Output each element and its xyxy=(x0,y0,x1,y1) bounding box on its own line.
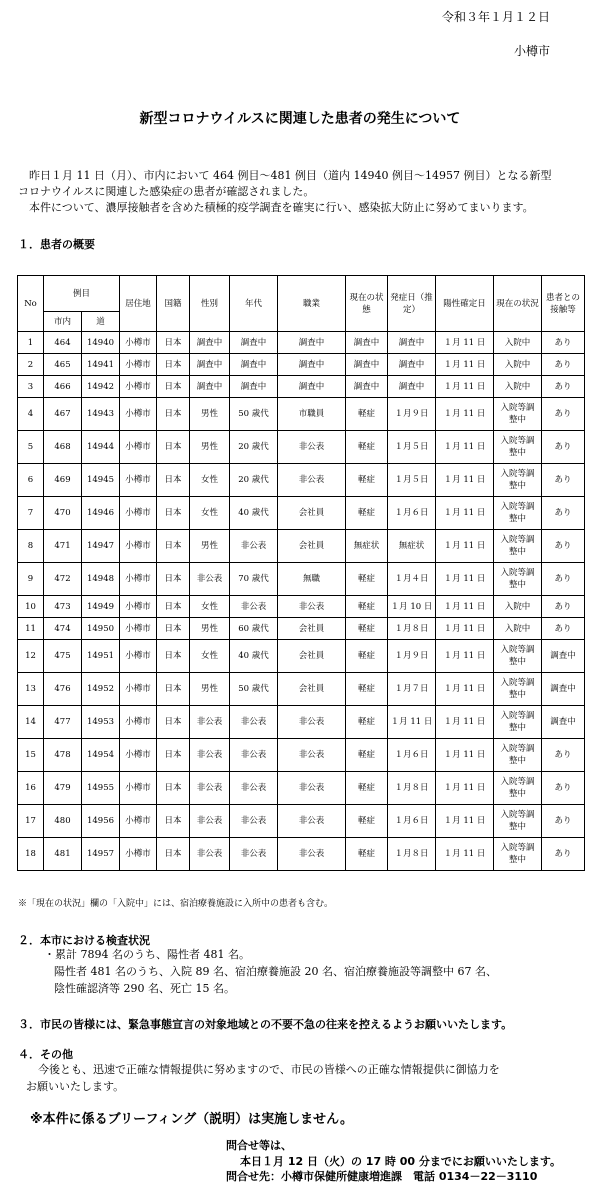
onset-date: １月６日 xyxy=(388,497,436,530)
row-no: 17 xyxy=(18,805,44,838)
condition: 軽症 xyxy=(346,596,388,618)
current-status: 入院中 xyxy=(494,376,542,398)
hokkaido-case-no: 14953 xyxy=(82,706,120,739)
intro-line-2: コロナウイルスに関連した感染症の患者が確認されました。 xyxy=(18,185,315,198)
confirmed-date: １月 11 日 xyxy=(436,530,494,563)
condition: 軽症 xyxy=(346,673,388,706)
header-city-case: 市内 xyxy=(44,312,82,332)
header-contact: 患者との接触等 xyxy=(542,276,585,332)
sex: 男性 xyxy=(190,431,230,464)
row-no: 6 xyxy=(18,464,44,497)
confirmed-date: １月 11 日 xyxy=(436,739,494,772)
occupation: 非公表 xyxy=(278,596,346,618)
current-status: 入院等調整中 xyxy=(494,530,542,563)
sex: 調査中 xyxy=(190,376,230,398)
hokkaido-case-no: 14947 xyxy=(82,530,120,563)
hokkaido-case-no: 14951 xyxy=(82,640,120,673)
city-case-no: 469 xyxy=(44,464,82,497)
age: 非公表 xyxy=(230,739,278,772)
confirmed-date: １月 11 日 xyxy=(436,354,494,376)
onset-date: １月６日 xyxy=(388,739,436,772)
table-row xyxy=(18,332,585,354)
row-no: 1 xyxy=(18,332,44,354)
document-title: 新型コロナウイルスに関連した患者の発生について xyxy=(139,111,461,127)
sex: 女性 xyxy=(190,596,230,618)
section-4-heading: ４．その他 xyxy=(18,1048,73,1061)
confirmed-date: １月 11 日 xyxy=(436,838,494,871)
condition: 軽症 xyxy=(346,772,388,805)
onset-date: １月９日 xyxy=(388,398,436,431)
condition: 軽症 xyxy=(346,563,388,596)
hokkaido-case-no: 14949 xyxy=(82,596,120,618)
residence: 小樽市 xyxy=(120,431,157,464)
hokkaido-case-no: 14954 xyxy=(82,739,120,772)
nationality: 日本 xyxy=(157,376,190,398)
contact-status: あり xyxy=(542,596,585,618)
table-row xyxy=(18,618,585,640)
residence: 小樽市 xyxy=(120,618,157,640)
nationality: 日本 xyxy=(157,464,190,497)
confirmed-date: １月 11 日 xyxy=(436,805,494,838)
contact-status: あり xyxy=(542,838,585,871)
condition: 調査中 xyxy=(346,332,388,354)
residence: 小樽市 xyxy=(120,563,157,596)
section-2-heading: ２．本市における検査状況 xyxy=(18,934,150,947)
confirmed-date: １月 11 日 xyxy=(436,640,494,673)
hokkaido-case-no: 14946 xyxy=(82,497,120,530)
row-no: 15 xyxy=(18,739,44,772)
section-4-line-1: 今後とも、迅速で正確な情報提供に努めますので、市民の皆様への正確な情報提供に御協力を xyxy=(38,1063,500,1076)
occupation: 会社員 xyxy=(278,618,346,640)
table-row xyxy=(18,431,585,464)
condition: 軽症 xyxy=(346,398,388,431)
current-status: 入院等調整中 xyxy=(494,739,542,772)
occupation: 非公表 xyxy=(278,706,346,739)
nationality: 日本 xyxy=(157,706,190,739)
age: 60 歳代 xyxy=(230,618,278,640)
confirmed-date: １月 11 日 xyxy=(436,497,494,530)
contact-status: あり xyxy=(542,739,585,772)
condition: 軽症 xyxy=(346,838,388,871)
row-no: 13 xyxy=(18,673,44,706)
hokkaido-case-no: 14944 xyxy=(82,431,120,464)
residence: 小樽市 xyxy=(120,739,157,772)
current-status: 入院等調整中 xyxy=(494,838,542,871)
confirmed-date: １月 11 日 xyxy=(436,673,494,706)
occupation: 非公表 xyxy=(278,464,346,497)
onset-date: １月 10 日 xyxy=(388,596,436,618)
age: 非公表 xyxy=(230,530,278,563)
onset-date: １月９日 xyxy=(388,640,436,673)
city-case-no: 473 xyxy=(44,596,82,618)
onset-date: １月５日 xyxy=(388,431,436,464)
contact-line-3: 問合せ先：小樽市保健所健康増進課 電話 0134－22－3110 xyxy=(226,1170,538,1183)
residence: 小樽市 xyxy=(120,530,157,563)
nationality: 日本 xyxy=(157,354,190,376)
sex: 女性 xyxy=(190,640,230,673)
city-case-no: 477 xyxy=(44,706,82,739)
header-age: 年代 xyxy=(230,276,278,332)
table-row xyxy=(18,739,585,772)
current-status: 入院等調整中 xyxy=(494,706,542,739)
age: 70 歳代 xyxy=(230,563,278,596)
nationality: 日本 xyxy=(157,739,190,772)
confirmed-date: １月 11 日 xyxy=(436,431,494,464)
contact-status: あり xyxy=(542,530,585,563)
current-status: 入院等調整中 xyxy=(494,673,542,706)
hokkaido-case-no: 14952 xyxy=(82,673,120,706)
confirmed-date: １月 11 日 xyxy=(436,563,494,596)
onset-date: １月５日 xyxy=(388,464,436,497)
age: 非公表 xyxy=(230,772,278,805)
sex: 調査中 xyxy=(190,332,230,354)
condition: 軽症 xyxy=(346,640,388,673)
occupation: 無職 xyxy=(278,563,346,596)
residence: 小樽市 xyxy=(120,805,157,838)
residence: 小樽市 xyxy=(120,596,157,618)
header-case: 例目 xyxy=(44,276,120,312)
residence: 小樽市 xyxy=(120,640,157,673)
briefing-notice: ※本件に係るブリーフィング（説明）は実施しません。 xyxy=(30,1112,353,1127)
current-status: 入院等調整中 xyxy=(494,772,542,805)
table-row xyxy=(18,640,585,673)
condition: 軽症 xyxy=(346,805,388,838)
contact-status: あり xyxy=(542,772,585,805)
sex: 男性 xyxy=(190,618,230,640)
section-2-line-1: ・累計 7894 名のうち、陽性者 481 名。 xyxy=(44,948,250,961)
occupation: 非公表 xyxy=(278,805,346,838)
contact-status: あり xyxy=(542,376,585,398)
occupation: 会社員 xyxy=(278,673,346,706)
sex: 男性 xyxy=(190,398,230,431)
city-case-no: 468 xyxy=(44,431,82,464)
header-residence: 居住地 xyxy=(120,276,157,332)
sex: 女性 xyxy=(190,497,230,530)
age: 40 歳代 xyxy=(230,497,278,530)
residence: 小樽市 xyxy=(120,376,157,398)
onset-date: 調査中 xyxy=(388,332,436,354)
current-status: 入院中 xyxy=(494,618,542,640)
current-status: 入院中 xyxy=(494,332,542,354)
sex: 男性 xyxy=(190,530,230,563)
current-status: 入院等調整中 xyxy=(494,464,542,497)
confirmed-date: １月 11 日 xyxy=(436,596,494,618)
condition: 軽症 xyxy=(346,431,388,464)
row-no: 11 xyxy=(18,618,44,640)
contact-status: あり xyxy=(542,354,585,376)
table-row xyxy=(18,596,585,618)
onset-date: １月８日 xyxy=(388,772,436,805)
age: 非公表 xyxy=(230,706,278,739)
condition: 無症状 xyxy=(346,530,388,563)
row-no: 10 xyxy=(18,596,44,618)
residence: 小樽市 xyxy=(120,497,157,530)
city-case-no: 479 xyxy=(44,772,82,805)
condition: 軽症 xyxy=(346,618,388,640)
hokkaido-case-no: 14940 xyxy=(82,332,120,354)
age: 50 歳代 xyxy=(230,673,278,706)
occupation: 非公表 xyxy=(278,838,346,871)
row-no: 5 xyxy=(18,431,44,464)
row-no: 2 xyxy=(18,354,44,376)
table-row xyxy=(18,464,585,497)
city-case-no: 478 xyxy=(44,739,82,772)
row-no: 3 xyxy=(18,376,44,398)
nationality: 日本 xyxy=(157,596,190,618)
current-status: 入院等調整中 xyxy=(494,805,542,838)
contact-line-1: 問合せ等は、 xyxy=(226,1139,292,1152)
contact-status: あり xyxy=(542,464,585,497)
hokkaido-case-no: 14945 xyxy=(82,464,120,497)
row-no: 8 xyxy=(18,530,44,563)
city-case-no: 472 xyxy=(44,563,82,596)
onset-date: １月７日 xyxy=(388,673,436,706)
section-4-body xyxy=(26,1061,566,1095)
contact-status: あり xyxy=(542,805,585,838)
onset-date: １月８日 xyxy=(388,618,436,640)
residence: 小樽市 xyxy=(120,464,157,497)
current-status: 入院中 xyxy=(494,596,542,618)
residence: 小樽市 xyxy=(120,398,157,431)
table-row xyxy=(18,530,585,563)
current-status: 入院等調整中 xyxy=(494,497,542,530)
issuing-organization: 小樽市 xyxy=(513,44,550,58)
contact-status: 調査中 xyxy=(542,706,585,739)
age: 非公表 xyxy=(230,805,278,838)
table-note: ※「現在の状況」欄の「入院中」には、宿泊療養施設に入所中の患者も含む。 xyxy=(18,899,334,909)
nationality: 日本 xyxy=(157,673,190,706)
onset-date: 調査中 xyxy=(388,354,436,376)
nationality: 日本 xyxy=(157,618,190,640)
current-status: 入院等調整中 xyxy=(494,563,542,596)
condition: 軽症 xyxy=(346,706,388,739)
age: 40 歳代 xyxy=(230,640,278,673)
hokkaido-case-no: 14941 xyxy=(82,354,120,376)
city-case-no: 467 xyxy=(44,398,82,431)
residence: 小樽市 xyxy=(120,354,157,376)
sex: 非公表 xyxy=(190,563,230,596)
nationality: 日本 xyxy=(157,398,190,431)
occupation: 調査中 xyxy=(278,354,346,376)
condition: 軽症 xyxy=(346,464,388,497)
condition: 調査中 xyxy=(346,376,388,398)
city-case-no: 476 xyxy=(44,673,82,706)
occupation: 会社員 xyxy=(278,640,346,673)
section-1-heading: １．患者の概要 xyxy=(18,238,95,251)
table-row xyxy=(18,354,585,376)
confirmed-date: １月 11 日 xyxy=(436,376,494,398)
section-3-heading: ３．市民の皆様には、緊急事態宣言の対象地域との不要不急の往来を控えるようお願いいたします。 xyxy=(18,1018,513,1031)
current-status: 入院等調整中 xyxy=(494,431,542,464)
document-date: 令和３年１月１２日 xyxy=(441,10,550,24)
onset-date: １月６日 xyxy=(388,805,436,838)
table-row xyxy=(18,838,585,871)
header-hokkaido-case: 道 xyxy=(82,312,120,332)
table-row xyxy=(18,398,585,431)
row-no: 9 xyxy=(18,563,44,596)
contact-status: 調査中 xyxy=(542,640,585,673)
age: 非公表 xyxy=(230,596,278,618)
nationality: 日本 xyxy=(157,805,190,838)
condition: 軽症 xyxy=(346,497,388,530)
condition: 軽症 xyxy=(346,739,388,772)
section-2-line-2: 陽性者 481 名のうち、入院 89 名、宿泊療養施設 20 名、宿泊療養施設等調整中 67 名、 xyxy=(54,965,497,978)
occupation: 調査中 xyxy=(278,376,346,398)
intro-line-3: 本件について、濃厚接触者を含めた積極的疫学調査を確実に行い、感染拡大防止に努めてまいります。 xyxy=(29,201,534,214)
current-status: 入院等調整中 xyxy=(494,398,542,431)
contact-status: あり xyxy=(542,497,585,530)
age: 調査中 xyxy=(230,354,278,376)
contact-status: あり xyxy=(542,618,585,640)
row-no: 14 xyxy=(18,706,44,739)
residence: 小樽市 xyxy=(120,838,157,871)
age: 20 歳代 xyxy=(230,464,278,497)
patient-table xyxy=(17,275,585,871)
contact-status: あり xyxy=(542,332,585,354)
residence: 小樽市 xyxy=(120,673,157,706)
onset-date: 調査中 xyxy=(388,376,436,398)
sex: 非公表 xyxy=(190,805,230,838)
city-case-no: 475 xyxy=(44,640,82,673)
hokkaido-case-no: 14942 xyxy=(82,376,120,398)
confirmed-date: １月 11 日 xyxy=(436,772,494,805)
city-case-no: 471 xyxy=(44,530,82,563)
onset-date: １月 11 日 xyxy=(388,706,436,739)
section-2-body xyxy=(44,946,497,997)
sex: 非公表 xyxy=(190,772,230,805)
contact-status: あり xyxy=(542,398,585,431)
sex: 非公表 xyxy=(190,706,230,739)
age: 非公表 xyxy=(230,838,278,871)
nationality: 日本 xyxy=(157,497,190,530)
intro-line-1: 昨日１月 11 日（月）、市内において 464 例目～481 例目（道内 14940 例目～14957 例目）となる新型 xyxy=(29,169,552,182)
residence: 小樽市 xyxy=(120,706,157,739)
header-sex: 性別 xyxy=(190,276,230,332)
header-condition: 現在の状態 xyxy=(346,276,388,332)
header-onset: 発症日（推定） xyxy=(388,276,436,332)
hokkaido-case-no: 14957 xyxy=(82,838,120,871)
table-row xyxy=(18,563,585,596)
row-no: 4 xyxy=(18,398,44,431)
sex: 女性 xyxy=(190,464,230,497)
contact-status: 調査中 xyxy=(542,673,585,706)
confirmed-date: １月 11 日 xyxy=(436,332,494,354)
table-row xyxy=(18,673,585,706)
occupation: 会社員 xyxy=(278,530,346,563)
age: 50 歳代 xyxy=(230,398,278,431)
hokkaido-case-no: 14955 xyxy=(82,772,120,805)
age: 20 歳代 xyxy=(230,431,278,464)
hokkaido-case-no: 14956 xyxy=(82,805,120,838)
table-row xyxy=(18,376,585,398)
confirmed-date: １月 11 日 xyxy=(436,618,494,640)
confirmed-date: １月 11 日 xyxy=(436,706,494,739)
contact-status: あり xyxy=(542,431,585,464)
age: 調査中 xyxy=(230,376,278,398)
confirmed-date: １月 11 日 xyxy=(436,398,494,431)
section-4-line-2: お願いいたします。 xyxy=(26,1080,125,1093)
contact-line-2: 本日１月 12 日（火）の 17 時 00 分までにお願いいたします。 xyxy=(240,1155,562,1168)
table-row xyxy=(18,706,585,739)
row-no: 18 xyxy=(18,838,44,871)
hokkaido-case-no: 14948 xyxy=(82,563,120,596)
occupation: 市職員 xyxy=(278,398,346,431)
onset-date: 無症状 xyxy=(388,530,436,563)
table-row xyxy=(18,497,585,530)
header-occupation: 職業 xyxy=(278,276,346,332)
onset-date: １月８日 xyxy=(388,838,436,871)
residence: 小樽市 xyxy=(120,772,157,805)
occupation: 非公表 xyxy=(278,739,346,772)
residence: 小樽市 xyxy=(120,332,157,354)
occupation: 会社員 xyxy=(278,497,346,530)
occupation: 調査中 xyxy=(278,332,346,354)
sex: 男性 xyxy=(190,673,230,706)
hokkaido-case-no: 14943 xyxy=(82,398,120,431)
table-row xyxy=(18,805,585,838)
nationality: 日本 xyxy=(157,772,190,805)
contact-status: あり xyxy=(542,563,585,596)
city-case-no: 465 xyxy=(44,354,82,376)
table-row xyxy=(18,772,585,805)
nationality: 日本 xyxy=(157,640,190,673)
nationality: 日本 xyxy=(157,431,190,464)
nationality: 日本 xyxy=(157,530,190,563)
occupation: 非公表 xyxy=(278,772,346,805)
sex: 非公表 xyxy=(190,739,230,772)
sex: 非公表 xyxy=(190,838,230,871)
sex: 調査中 xyxy=(190,354,230,376)
header-nationality: 国籍 xyxy=(157,276,190,332)
section-2-line-3: 陰性確認済等 290 名、死亡 15 名。 xyxy=(54,982,235,995)
current-status: 入院中 xyxy=(494,354,542,376)
confirmed-date: １月 11 日 xyxy=(436,464,494,497)
nationality: 日本 xyxy=(157,838,190,871)
current-status: 入院等調整中 xyxy=(494,640,542,673)
city-case-no: 480 xyxy=(44,805,82,838)
condition: 調査中 xyxy=(346,354,388,376)
age: 調査中 xyxy=(230,332,278,354)
city-case-no: 474 xyxy=(44,618,82,640)
nationality: 日本 xyxy=(157,563,190,596)
hokkaido-case-no: 14950 xyxy=(82,618,120,640)
header-status: 現在の状況 xyxy=(494,276,542,332)
header-no: No xyxy=(18,276,44,332)
city-case-no: 481 xyxy=(44,838,82,871)
row-no: 7 xyxy=(18,497,44,530)
city-case-no: 464 xyxy=(44,332,82,354)
onset-date: １月４日 xyxy=(388,563,436,596)
city-case-no: 466 xyxy=(44,376,82,398)
row-no: 16 xyxy=(18,772,44,805)
row-no: 12 xyxy=(18,640,44,673)
header-confirmed: 陽性確定日 xyxy=(436,276,494,332)
city-case-no: 470 xyxy=(44,497,82,530)
nationality: 日本 xyxy=(157,332,190,354)
occupation: 非公表 xyxy=(278,431,346,464)
